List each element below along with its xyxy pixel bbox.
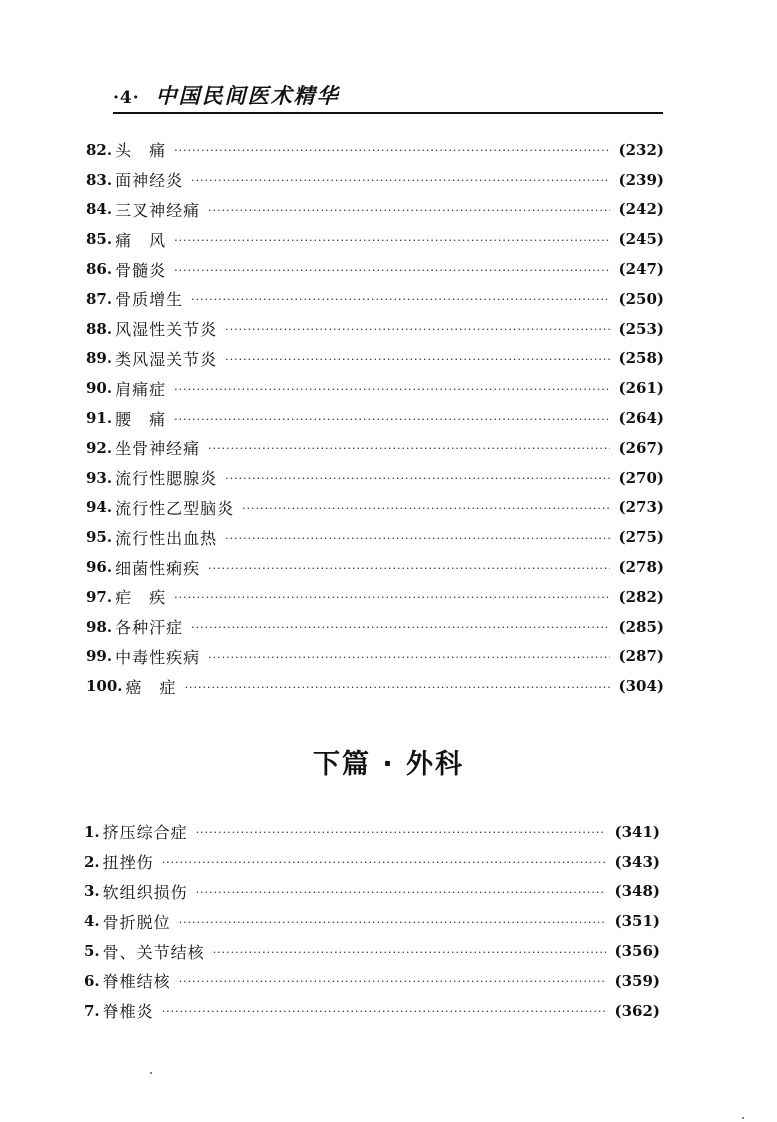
entry-title: 细菌性痢疾 [115, 558, 201, 578]
toc-entry[interactable] [86, 612, 664, 642]
entry-title: 骨、关节结核 [102, 942, 205, 962]
entry-title: 流行性乙型脑炎 [115, 498, 235, 518]
toc-entry[interactable] [86, 165, 664, 195]
dot-leader [196, 887, 607, 898]
entry-number: 98. [86, 617, 113, 636]
entry-page: (287) [618, 647, 664, 666]
entry-number: 4. [84, 912, 100, 931]
entry-title: 面神经炎 [115, 171, 184, 191]
dot-leader [242, 503, 610, 514]
entry-number: 94. [86, 498, 113, 517]
entry-number: 7. [84, 1001, 100, 1020]
entry-number: 89. [86, 349, 113, 368]
entry-page: (232) [618, 140, 664, 159]
entry-page: (264) [618, 409, 664, 428]
dot-leader [162, 857, 607, 868]
dot-leader [174, 414, 610, 425]
entry-number: 90. [86, 379, 113, 398]
scan-speck [742, 1117, 744, 1119]
entry-title: 脊椎结核 [102, 972, 171, 992]
entry-page: (245) [618, 230, 664, 249]
toc-entry[interactable] [86, 582, 664, 612]
toc-entry[interactable] [86, 433, 664, 463]
toc-entry[interactable] [86, 135, 664, 165]
entry-title: 疟 疾 [115, 588, 167, 608]
entry-number: 6. [84, 971, 100, 990]
dot-leader [191, 294, 610, 305]
dot-leader [191, 175, 610, 186]
entry-title: 类风湿关节炎 [115, 349, 218, 369]
entry-number: 87. [86, 289, 113, 308]
page-number: ·4· [113, 88, 140, 108]
entry-title: 脊椎炎 [102, 1002, 154, 1022]
entry-title: 扭挫伤 [102, 853, 154, 873]
toc-entry[interactable] [84, 936, 660, 966]
entry-page: (275) [618, 528, 664, 547]
dot-leader [208, 563, 610, 574]
entry-number: 88. [86, 319, 113, 338]
entry-number: 5. [84, 942, 100, 961]
dot-leader [225, 324, 610, 335]
toc-entry[interactable] [86, 522, 664, 552]
entry-page: (267) [618, 438, 664, 457]
dot-leader [174, 592, 610, 603]
dot-leader [208, 652, 610, 663]
toc-entry[interactable] [86, 642, 664, 672]
entry-page: (261) [618, 379, 664, 398]
entry-number: 86. [86, 260, 113, 279]
entry-page: (250) [618, 289, 664, 308]
entry-page: (348) [614, 882, 660, 901]
entry-number: 93. [86, 468, 113, 487]
entry-title: 骨质增生 [115, 290, 184, 310]
section-heading: 下篇 · 外科 [312, 749, 465, 780]
entry-page: (359) [614, 971, 660, 990]
dot-leader [196, 827, 607, 838]
entry-page: (242) [618, 200, 664, 219]
entry-title: 坐骨神经痛 [115, 439, 201, 459]
entry-page: (351) [614, 912, 660, 931]
entry-page: (285) [618, 617, 664, 636]
entry-number: 92. [86, 438, 113, 457]
entry-page: (343) [614, 852, 660, 871]
entry-title: 软组织损伤 [102, 882, 188, 902]
dot-leader [191, 622, 610, 633]
toc-entry[interactable] [84, 817, 660, 847]
entry-title: 痛 风 [115, 230, 167, 250]
running-header [113, 80, 340, 108]
entry-number: 99. [86, 647, 113, 666]
book-title: 中国民间医术精华 [155, 83, 340, 108]
entry-page: (278) [618, 558, 664, 577]
dot-leader [162, 1006, 607, 1017]
entry-number: 84. [86, 200, 113, 219]
entry-number: 1. [84, 822, 100, 841]
entry-page: (273) [618, 498, 664, 517]
entry-title: 肩痛症 [115, 379, 167, 399]
toc-entry[interactable] [84, 877, 660, 907]
toc-entry[interactable] [86, 552, 664, 582]
entry-page: (239) [618, 170, 664, 189]
dot-leader [179, 976, 607, 987]
entry-number: 85. [86, 230, 113, 249]
entry-page: (270) [618, 468, 664, 487]
entry-page: (356) [614, 942, 660, 961]
toc-entry[interactable] [86, 195, 664, 225]
entry-title: 三叉神经痛 [115, 200, 201, 220]
dot-leader [208, 443, 610, 454]
toc-list-internal-medicine [86, 135, 664, 701]
dot-leader [174, 145, 610, 156]
entry-number: 91. [86, 409, 113, 428]
toc-list-surgery [84, 817, 660, 1026]
entry-title: 中毒性疾病 [115, 647, 201, 667]
dot-leader [174, 235, 610, 246]
dot-leader [225, 473, 610, 484]
entry-title: 腰 痛 [115, 409, 167, 429]
toc-entry[interactable] [86, 254, 664, 284]
toc-entry[interactable] [84, 847, 660, 877]
entry-number: 2. [84, 852, 100, 871]
toc-entry[interactable] [86, 463, 664, 493]
dot-leader [179, 917, 607, 928]
dot-leader [185, 682, 611, 693]
dot-leader [174, 265, 610, 276]
entry-number: 82. [86, 140, 113, 159]
dot-leader [213, 947, 607, 958]
entry-title: 挤压综合症 [102, 823, 188, 843]
toc-entry[interactable] [86, 344, 664, 374]
toc-entry[interactable] [86, 493, 664, 523]
toc-entry[interactable] [86, 373, 664, 403]
entry-title: 流行性腮腺炎 [115, 469, 218, 489]
header-rule [113, 112, 663, 114]
dot-leader [225, 533, 610, 544]
scan-speck [150, 1072, 152, 1074]
entry-title: 各种汗症 [115, 618, 184, 638]
entry-title: 骨髓炎 [115, 260, 167, 280]
entry-page: (282) [618, 587, 664, 606]
toc-entry[interactable] [86, 403, 664, 433]
toc-entry[interactable] [86, 314, 664, 344]
toc-entry[interactable] [84, 996, 660, 1026]
toc-entry[interactable] [84, 966, 660, 996]
entry-page: (253) [618, 319, 664, 338]
toc-entry[interactable] [86, 224, 664, 254]
entry-page: (341) [614, 822, 660, 841]
entry-number: 100. [86, 677, 123, 696]
entry-title: 头 痛 [115, 141, 167, 161]
dot-leader [225, 354, 610, 365]
entry-page: (247) [618, 260, 664, 279]
entry-title: 骨折脱位 [102, 912, 171, 932]
dot-leader [208, 205, 610, 216]
entry-number: 96. [86, 558, 113, 577]
toc-entry[interactable] [86, 671, 664, 701]
entry-number: 97. [86, 587, 113, 606]
entry-page: (258) [618, 349, 664, 368]
toc-entry[interactable] [84, 906, 660, 936]
dot-leader [174, 384, 610, 395]
entry-page: (362) [614, 1001, 660, 1020]
entry-title: 癌 症 [125, 677, 177, 697]
entry-page: (304) [618, 677, 664, 696]
entry-title: 风湿性关节炎 [115, 320, 218, 340]
toc-entry[interactable] [86, 284, 664, 314]
entry-title: 流行性出血热 [115, 528, 218, 548]
entry-number: 83. [86, 170, 113, 189]
entry-number: 95. [86, 528, 113, 547]
entry-number: 3. [84, 882, 100, 901]
